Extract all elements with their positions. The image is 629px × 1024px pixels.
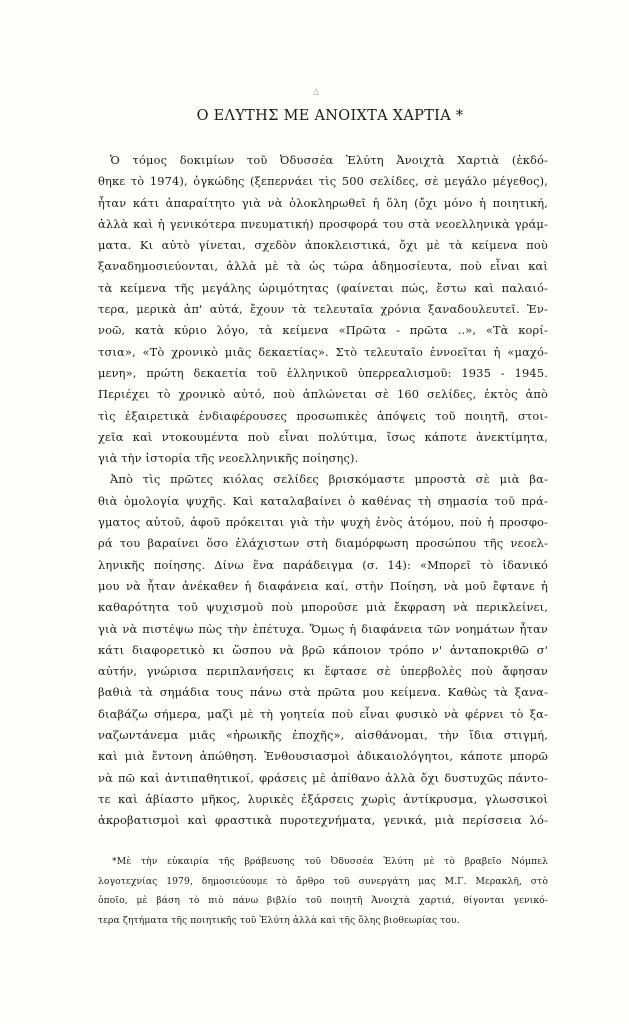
- body-line: νοῶ, κατὰ κύριο λόγο, τὰ κείμενα «Πρῶτα - πρῶτα ..», «Τὰ κορί-: [98, 323, 548, 338]
- body-line: ναζωντάνεμα μιᾶς «ἡρωικῆς ἐποχῆς», αἰσθάνομαι, τὴν ἴδια στιγμή,: [98, 728, 548, 743]
- body-line: γιὰ τὴν ἱστορία τῆς νεοελληνικῆς ποίησης).: [98, 451, 359, 466]
- body-line: Περιέχει τὸ χρονικὸ αὐτό, ποὺ ἁπλώνεται σὲ 160 σελίδες, ἐκτὸς ἀπὸ: [98, 387, 548, 402]
- body-line: μου νὰ ἦταν ἀνέκαθεν ἡ διαφάνεια καί, στὴν Ποίηση, νὰ μοῦ ἔφτανε ἡ: [98, 578, 548, 593]
- body-line: ἦταν κάτι ἀπαραίτητο γιὰ νὰ ὁλοκληρωθεῖ ἡ ὅλη (ὄχι μόνο ἡ ποιητική,: [98, 195, 548, 210]
- body-line: ἀλλὰ καὶ ἡ γενικότερα πνευματική) προσφορά του στὰ νεοελληνικὰ γράμ-: [98, 216, 548, 231]
- footnote-line: λογοτεχνίας 1979, δημοσιεύουμε τὸ ἄρθρο τοῦ συνεργάτη μας Μ.Γ. Μερακλῆ, στὸ: [98, 875, 548, 887]
- body-line: αὐτήν, γνώρισα περιπλανήσεις κι ἔφτασε σὲ ὑπερβολὲς ποὺ ἄφησαν: [98, 664, 548, 679]
- body-line: μενη», πρώτη δεκαετία τοῦ ἑλληνικοῦ ὑπερρεαλισμοῦ: 1935 - 1945.: [98, 365, 548, 380]
- body-line: τὰ κείμενα τῆς μεγάλης ὡριμότητας (φαίνεται πώς, ἔστω καὶ παλαιό-: [98, 280, 548, 295]
- body-line: ρά του βαραίνει ὅσο ἐλάχιστων στὴ διαμόρφωση προσώπου τῆς νεοελ-: [98, 536, 548, 551]
- body-line: διαβάζω σήμερα, μαζὶ μὲ τὴ γοητεία ποὺ εἶναι φυσικὸ νὰ φέρνει τὸ ξα-: [98, 706, 548, 721]
- body-line: γιὰ νὰ πιστέψω πὼς τὴν ἐπέτυχα. Ὅμως ἡ διαφάνεια τῶν νοημάτων ἦταν: [98, 621, 548, 636]
- body-line: καθαρότητα τοῦ ψυχισμοῦ ποὺ μποροῦσε μιὰ ἔκφραση νὰ περικλείνει,: [98, 600, 548, 615]
- body-line: ξαναδημοσιεύονται, ἀλλὰ μὲ τὰ ὡς τώρα ἀδημοσίευτα, ποὺ εἶναι καὶ: [98, 259, 548, 274]
- top-mark: ∆: [313, 88, 320, 98]
- footnote-line: ὁποῖο, μὲ βάση τὸ πιὸ πάνω βιβλίο τοῦ ποιητῆ Ἀνοιχτὰ χαρτιά, θίγονται γενικό-: [98, 895, 548, 907]
- page-title: Ο ΕΛΥΤΗΣ ΜΕ ΑΝΟΙΧΤΑ ΧΑΡΤΙΑ *: [196, 108, 464, 124]
- body-line: τερα, μερικὰ ἀπ' αὐτά, ἔχουν τὰ τελευταῖα χρόνια ξαναδουλευτεῖ. Ἐν-: [98, 302, 548, 317]
- body-line: θηκε τὸ 1974), ὀγκώδης (ξεπερνάει τὶς 500 σελίδες, σὲ μεγάλο μέγεθος),: [98, 174, 548, 189]
- footnote-line: *Μὲ τὴν εὐκαιρία τῆς βράβευσης τοῦ Ὀδυσσέα Ἐλύτη μὲ τὸ βραβεῖο Νόμπελ: [112, 856, 548, 867]
- body-line: καὶ μιὰ ἔντονη ἀπώθηση. Ἐνθουσιασμοὶ ἀδικαιολόγητοι, κάποτε μπορῶ: [98, 749, 548, 764]
- body-line: τσια», «Τὸ χρονικὸ μιᾶς δεκαετίας». Στὸ τελευταῖο ἐννοεῖται ἡ «μαχό-: [98, 344, 548, 359]
- body-line: τε καὶ ἀβίαστο μῆκος, λυρικὲς ἐξάρσεις χωρὶς ἀντίκρυσμα, γλωσσικοὶ: [98, 791, 548, 806]
- footnote-line: τερα ζητήματα τῆς ποιητικῆς τοῦ Ἐλύτη ἀλλὰ καὶ τῆς ὅλης βιοθεωρίας του.: [98, 914, 460, 926]
- body-line: ληνικῆς ποίησης. Δίνω ἕνα παράδειγμα (σ. 14): «Μπορεῖ τὸ ἰδανικό: [98, 557, 548, 572]
- body-line: γματος αὐτοῦ, ἀφοῦ πρόκειται γιὰ τὴν ψυχὴ ἑνὸς ἀτόμου, ποὺ ἡ προσφο-: [98, 515, 548, 530]
- body-line: νὰ πῶ καὶ ἀντιπαθητικοί, φράσεις μὲ ἀπίθανο ἀλλὰ ὄχι δυστυχῶς πάντο-: [98, 770, 548, 785]
- footnote: [98, 852, 548, 930]
- body-line: βαθιὰ τὰ σημάδια τους πάνω στὰ πρῶτα μου κείμενα. Καθὼς τὰ ξανα-: [98, 685, 548, 700]
- body-line: θιὰ ὁμολογία ψυχῆς. Καὶ καταλαβαίνει ὁ καθένας τὴ σημασία τοῦ πρά-: [98, 493, 548, 508]
- body-line: τὶς ἐξαιρετικὰ ἐνδιαφέρουσες προσωπικὲς ἀπόψεις τοῦ ποιητῆ, στοι-: [98, 408, 548, 423]
- body-line: ἀκροβατισμοὶ καὶ φραστικὰ πυροτεχνήματα, γενικά, μιὰ περίσσεια λό-: [98, 813, 548, 828]
- body-line: ματα. Κι αὐτὸ γίνεται, σχεδὸν ἀποκλειστικά, ὄχι μὲ τὰ κείμενα ποὺ: [98, 238, 548, 253]
- body-line: κάτι διαφορετικὸ κι ὥσπου νὰ βρῶ κάποιον τρόπο ν' ἀνταποκριθῶ σ': [98, 642, 548, 657]
- body-line: χεῖα καὶ ντοκουμέντα ποὺ εἶναι πολύτιμα, ἴσως κάποτε ἀνεκτίμητα,: [98, 429, 548, 444]
- article-body: [98, 150, 548, 832]
- body-line: Ἀπὸ τὶς πρῶτες κιόλας σελίδες βρισκόμαστε μπροστὰ σὲ μιὰ βα-: [110, 472, 548, 487]
- body-line: Ὁ τόμος δοκιμίων τοῦ Ὀδυσσέα Ἐλύτη Ἀνοιχτὰ Χαρτιὰ (ἐκδό-: [110, 153, 548, 167]
